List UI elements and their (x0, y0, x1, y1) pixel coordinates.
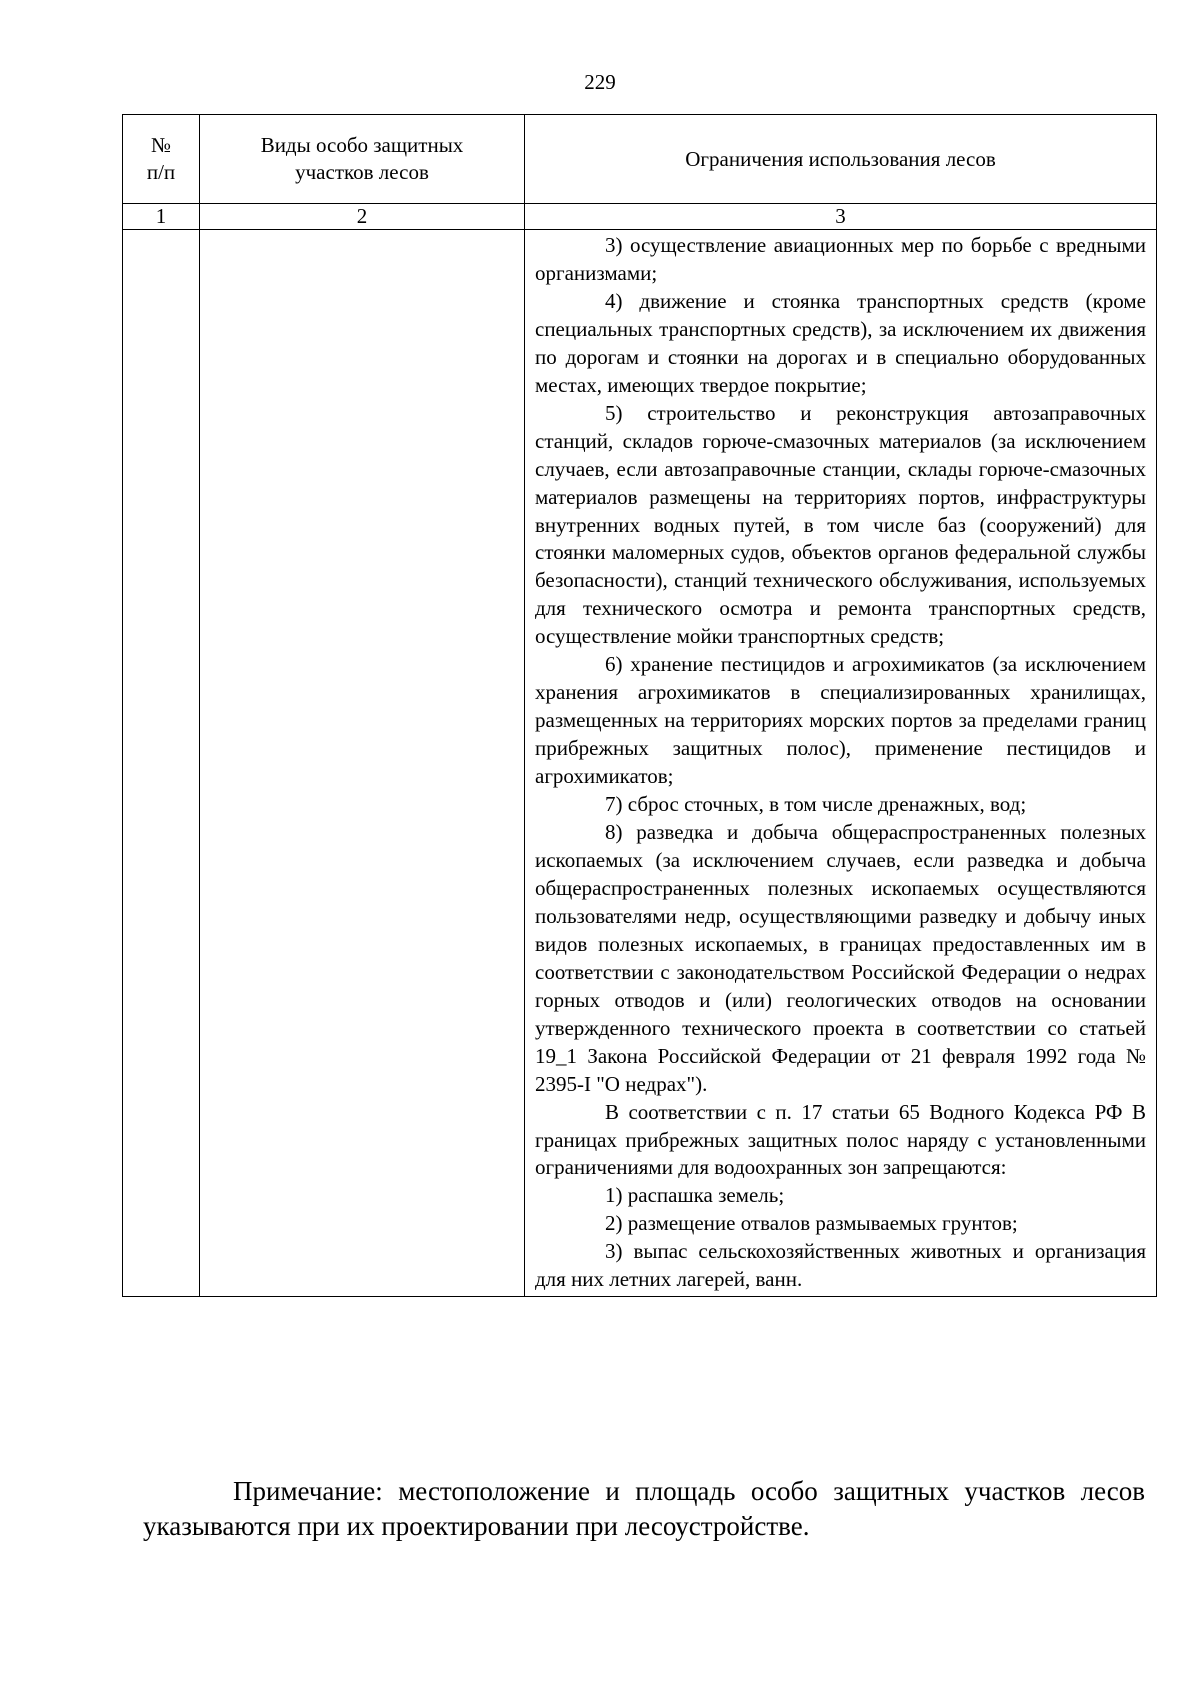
header-restrictions (525, 115, 1157, 204)
header-kinds (200, 115, 525, 204)
header-restrictions-text: Ограничения использования лесов (685, 146, 996, 171)
restrictions-table (122, 114, 1157, 1297)
restriction-paragraph: 4) движение и стоянка транспортных средств (кроме специальных транспортных средств), за исключением их движения по дорогам и стоянки на дорогах и в специально оборудованных местах, имеющих твердое покрытие; (535, 288, 1146, 397)
restriction-paragraph: 5) строительство и реконструкция автозаправочных станций, складов горюче-смазочных материалов (за исключением случаев, если автозаправочные станции, склады горюче-смазочных материалов размещены на территориях портов, инфраструктуры внутренних водных путей, в том числе баз (сооружений) для стоянки маломерных судов, объектов органов федеральной службы безопасности), станций технического обслуживания, используемых для технического осмотра и ремонта транспортных средств, осуществление мойки транспортных средств; (535, 400, 1146, 649)
footnote: Примечание: местоположение и площадь особо защитных участков лесов указываются при их проектировании при лесоустройстве. (143, 1476, 1145, 1541)
restriction-paragraph: 8) разведка и добыча общераспространенных полезных ископаемых (за исключением случаев, если разведка и добыча общераспространенных полезных ископаемых осуществляются пользователями недр, осуществляющими разведку и добычу иных видов полезных ископаемых, в границах предоставленных им в соответствии с законодательством Российской Федерации о недрах горных отводов и (или) геологических отводов на основании утвержденного технического проекта в соответствии со статьей 19_1 Закона Российской Федерации от 21 февраля 1992 года № 2395-I "О недрах"). (535, 820, 1146, 1096)
restriction-paragraph: 1) распашка земель; (605, 1183, 785, 1208)
table-row (123, 230, 1157, 1297)
column-number-1: 1 (123, 204, 200, 230)
restriction-paragraph: 3) выпас сельскохозяйственных животных и организация для них летних лагерей, ванн. (535, 1239, 1146, 1292)
header-number-line2: п/п (146, 160, 176, 184)
header-kinds-line2: участков лесов (295, 160, 429, 184)
restriction-paragraph: 2) размещение отвалов размываемых грунтов; (605, 1211, 1018, 1236)
header-number (123, 115, 200, 204)
row-restrictions-cell (525, 230, 1157, 1297)
header-number-line1: № (150, 133, 172, 157)
column-number-3: 3 (525, 204, 1157, 230)
column-number-row (123, 204, 1157, 230)
row-kind-cell (200, 230, 525, 1297)
header-kinds-line1: Виды особо защитных (260, 133, 464, 157)
column-number-2: 2 (200, 204, 525, 230)
restriction-paragraph: 6) хранение пестицидов и агрохимикатов (за исключением хранения агрохимикатов в специализированных хранилищах, размещенных на территориях морских портов за пределами границ прибрежных защитных полос), применение пестицидов и агрохимикатов; (535, 652, 1146, 789)
table-header-row (123, 115, 1157, 204)
restriction-paragraph: В соответствии с п. 17 статьи 65 Водного Кодекса РФ В границах прибрежных защитных полос наряду с установленными ограничениями для водоохранных зон запрещаются: (535, 1099, 1146, 1180)
row-number-cell (123, 230, 200, 1297)
restriction-paragraph: 3) осуществление авиационных мер по борьбе с вредными организмами; (535, 233, 1146, 285)
page-number: 229 (584, 70, 616, 94)
restriction-paragraph: 7) сброс сточных, в том числе дренажных, вод; (605, 792, 1027, 817)
